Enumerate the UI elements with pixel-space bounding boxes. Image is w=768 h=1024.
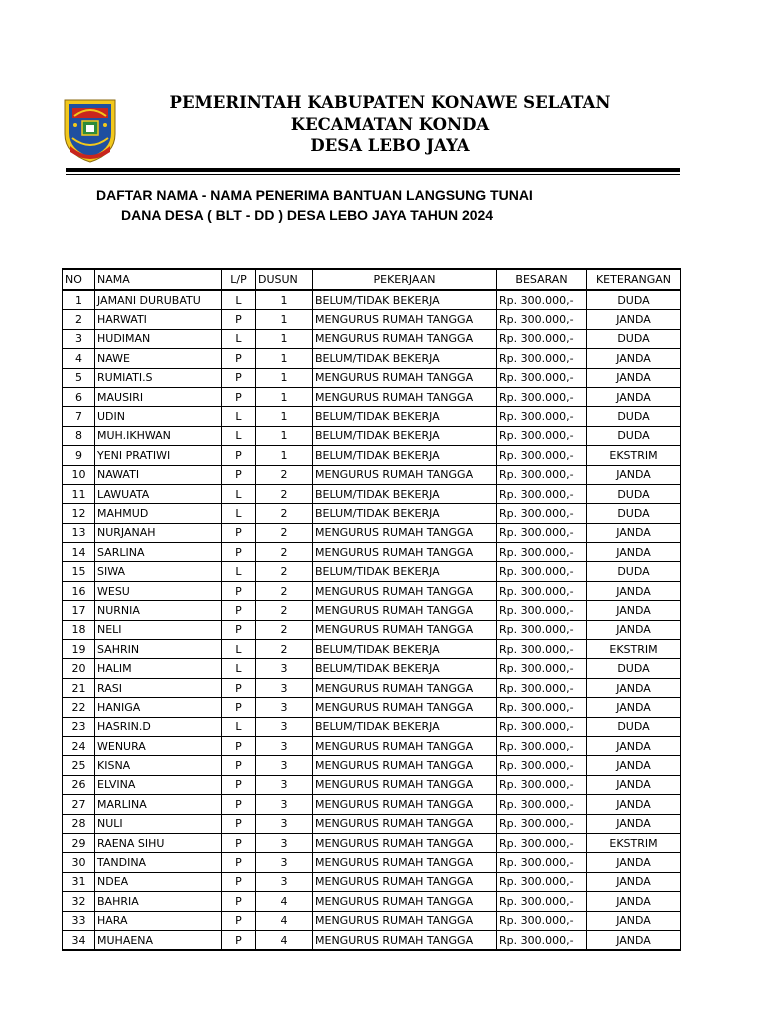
cell-no: 21 xyxy=(63,678,95,697)
cell-no: 12 xyxy=(63,504,95,523)
cell-dusun: 3 xyxy=(256,717,313,736)
cell-besaran: Rp. 300.000,- xyxy=(497,833,587,852)
table-row xyxy=(63,872,681,891)
cell-lp: P xyxy=(222,795,256,814)
cell-keterangan: DUDA xyxy=(587,562,681,581)
cell-lp: P xyxy=(222,775,256,794)
cell-nama: NDEA xyxy=(95,872,222,891)
cell-lp: L xyxy=(222,290,256,310)
cell-nama: LAWUATA xyxy=(95,484,222,503)
cell-lp: L xyxy=(222,504,256,523)
cell-nama: WENURA xyxy=(95,736,222,755)
cell-pekerjaan: MENGURUS RUMAH TANGGA xyxy=(313,678,497,697)
cell-dusun: 1 xyxy=(256,349,313,368)
cell-besaran: Rp. 300.000,- xyxy=(497,523,587,542)
cell-lp: P xyxy=(222,736,256,755)
cell-besaran: Rp. 300.000,- xyxy=(497,930,587,950)
cell-dusun: 2 xyxy=(256,562,313,581)
cell-keterangan: DUDA xyxy=(587,484,681,503)
cell-no: 33 xyxy=(63,911,95,930)
cell-nama: SIWA xyxy=(95,562,222,581)
cell-no: 26 xyxy=(63,775,95,794)
cell-nama: MARLINA xyxy=(95,795,222,814)
cell-pekerjaan: BELUM/TIDAK BEKERJA xyxy=(313,562,497,581)
cell-pekerjaan: MENGURUS RUMAH TANGGA xyxy=(313,601,497,620)
cell-nama: MUHAENA xyxy=(95,930,222,950)
cell-lp: P xyxy=(222,678,256,697)
cell-no: 3 xyxy=(63,329,95,348)
cell-no: 31 xyxy=(63,872,95,891)
cell-keterangan: JANDA xyxy=(587,756,681,775)
cell-lp: L xyxy=(222,329,256,348)
table-row xyxy=(63,504,681,523)
cell-keterangan: JANDA xyxy=(587,872,681,891)
table-row xyxy=(63,310,681,329)
cell-nama: NELI xyxy=(95,620,222,639)
table-row xyxy=(63,349,681,368)
cell-no: 32 xyxy=(63,892,95,911)
cell-keterangan: JANDA xyxy=(587,601,681,620)
cell-pekerjaan: MENGURUS RUMAH TANGGA xyxy=(313,387,497,406)
cell-nama: SAHRIN xyxy=(95,640,222,659)
cell-lp: P xyxy=(222,698,256,717)
cell-nama: HUDIMAN xyxy=(95,329,222,348)
cell-nama: HANIGA xyxy=(95,698,222,717)
col-header-nama: NAMA xyxy=(95,269,222,290)
cell-lp: L xyxy=(222,640,256,659)
cell-dusun: 2 xyxy=(256,543,313,562)
cell-dusun: 2 xyxy=(256,620,313,639)
cell-dusun: 2 xyxy=(256,601,313,620)
cell-besaran: Rp. 300.000,- xyxy=(497,446,587,465)
cell-pekerjaan: MENGURUS RUMAH TANGGA xyxy=(313,853,497,872)
cell-dusun: 4 xyxy=(256,930,313,950)
header-district: KECAMATAN KONDA xyxy=(290,115,490,134)
table-row xyxy=(63,814,681,833)
table-row xyxy=(63,833,681,852)
cell-lp: P xyxy=(222,853,256,872)
cell-dusun: 3 xyxy=(256,736,313,755)
table-row xyxy=(63,601,681,620)
cell-no: 23 xyxy=(63,717,95,736)
cell-nama: NURJANAH xyxy=(95,523,222,542)
cell-besaran: Rp. 300.000,- xyxy=(497,465,587,484)
cell-pekerjaan: MENGURUS RUMAH TANGGA xyxy=(313,756,497,775)
table-row xyxy=(63,659,681,678)
cell-keterangan: DUDA xyxy=(587,659,681,678)
cell-besaran: Rp. 300.000,- xyxy=(497,698,587,717)
cell-keterangan: EKSTRIM xyxy=(587,640,681,659)
cell-besaran: Rp. 300.000,- xyxy=(497,581,587,600)
cell-besaran: Rp. 300.000,- xyxy=(497,387,587,406)
table-row xyxy=(63,581,681,600)
cell-keterangan: JANDA xyxy=(587,349,681,368)
cell-pekerjaan: MENGURUS RUMAH TANGGA xyxy=(313,310,497,329)
cell-dusun: 1 xyxy=(256,329,313,348)
document-title-line2: DANA DESA ( BLT - DD ) DESA LEBO JAYA TAHUN 2024 xyxy=(121,207,494,223)
cell-pekerjaan: MENGURUS RUMAH TANGGA xyxy=(313,698,497,717)
cell-pekerjaan: MENGURUS RUMAH TANGGA xyxy=(313,814,497,833)
table-row xyxy=(63,562,681,581)
cell-dusun: 1 xyxy=(256,426,313,445)
table-row xyxy=(63,717,681,736)
col-header-lp: L/P xyxy=(222,269,256,290)
cell-lp: P xyxy=(222,911,256,930)
cell-keterangan: JANDA xyxy=(587,543,681,562)
cell-pekerjaan: BELUM/TIDAK BEKERJA xyxy=(313,446,497,465)
cell-lp: L xyxy=(222,426,256,445)
cell-no: 16 xyxy=(63,581,95,600)
cell-no: 13 xyxy=(63,523,95,542)
cell-keterangan: JANDA xyxy=(587,620,681,639)
cell-lp: L xyxy=(222,407,256,426)
cell-besaran: Rp. 300.000,- xyxy=(497,717,587,736)
cell-no: 30 xyxy=(63,853,95,872)
cell-besaran: Rp. 300.000,- xyxy=(497,543,587,562)
table-row xyxy=(63,484,681,503)
cell-lp: P xyxy=(222,814,256,833)
cell-nama: RASI xyxy=(95,678,222,697)
table-row xyxy=(63,736,681,755)
table-row xyxy=(63,329,681,348)
cell-no: 4 xyxy=(63,349,95,368)
cell-besaran: Rp. 300.000,- xyxy=(497,620,587,639)
cell-nama: JAMANI DURUBATU xyxy=(95,290,222,310)
cell-dusun: 3 xyxy=(256,678,313,697)
cell-besaran: Rp. 300.000,- xyxy=(497,329,587,348)
cell-dusun: 3 xyxy=(256,853,313,872)
cell-keterangan: JANDA xyxy=(587,814,681,833)
table-row xyxy=(63,426,681,445)
cell-dusun: 3 xyxy=(256,833,313,852)
cell-pekerjaan: BELUM/TIDAK BEKERJA xyxy=(313,290,497,310)
cell-dusun: 2 xyxy=(256,523,313,542)
cell-nama: YENI PRATIWI xyxy=(95,446,222,465)
cell-pekerjaan: BELUM/TIDAK BEKERJA xyxy=(313,426,497,445)
document-title-line1: DAFTAR NAMA - NAMA PENERIMA BANTUAN LANGSUNG TUNAI xyxy=(96,187,533,203)
cell-besaran: Rp. 300.000,- xyxy=(497,775,587,794)
cell-dusun: 2 xyxy=(256,640,313,659)
cell-lp: P xyxy=(222,930,256,950)
col-header-dusun: DUSUN xyxy=(256,269,313,290)
cell-nama: SARLINA xyxy=(95,543,222,562)
cell-keterangan: JANDA xyxy=(587,736,681,755)
cell-no: 17 xyxy=(63,601,95,620)
cell-dusun: 4 xyxy=(256,911,313,930)
cell-no: 1 xyxy=(63,290,95,310)
cell-besaran: Rp. 300.000,- xyxy=(497,562,587,581)
cell-besaran: Rp. 300.000,- xyxy=(497,310,587,329)
cell-no: 5 xyxy=(63,368,95,387)
cell-nama: MUH.IKHWAN xyxy=(95,426,222,445)
cell-nama: NURNIA xyxy=(95,601,222,620)
cell-pekerjaan: MENGURUS RUMAH TANGGA xyxy=(313,911,497,930)
cell-lp: P xyxy=(222,310,256,329)
cell-keterangan: JANDA xyxy=(587,581,681,600)
cell-no: 28 xyxy=(63,814,95,833)
regency-emblem-logo xyxy=(62,94,118,164)
cell-pekerjaan: BELUM/TIDAK BEKERJA xyxy=(313,407,497,426)
cell-besaran: Rp. 300.000,- xyxy=(497,911,587,930)
cell-lp: L xyxy=(222,659,256,678)
cell-dusun: 1 xyxy=(256,446,313,465)
cell-pekerjaan: MENGURUS RUMAH TANGGA xyxy=(313,368,497,387)
cell-pekerjaan: MENGURUS RUMAH TANGGA xyxy=(313,775,497,794)
cell-lp: P xyxy=(222,601,256,620)
cell-no: 25 xyxy=(63,756,95,775)
table-row xyxy=(63,795,681,814)
cell-no: 10 xyxy=(63,465,95,484)
cell-dusun: 1 xyxy=(256,290,313,310)
cell-keterangan: JANDA xyxy=(587,930,681,950)
cell-nama: TANDINA xyxy=(95,853,222,872)
table-row xyxy=(63,368,681,387)
cell-keterangan: DUDA xyxy=(587,407,681,426)
table-row xyxy=(63,678,681,697)
cell-lp: P xyxy=(222,368,256,387)
table-row xyxy=(63,446,681,465)
cell-besaran: Rp. 300.000,- xyxy=(497,640,587,659)
cell-nama: MAHMUD xyxy=(95,504,222,523)
cell-lp: P xyxy=(222,756,256,775)
cell-besaran: Rp. 300.000,- xyxy=(497,426,587,445)
cell-nama: KISNA xyxy=(95,756,222,775)
cell-keterangan: JANDA xyxy=(587,368,681,387)
cell-dusun: 3 xyxy=(256,659,313,678)
cell-dusun: 2 xyxy=(256,581,313,600)
cell-lp: P xyxy=(222,387,256,406)
cell-lp: P xyxy=(222,581,256,600)
cell-besaran: Rp. 300.000,- xyxy=(497,736,587,755)
cell-keterangan: JANDA xyxy=(587,678,681,697)
cell-keterangan: EKSTRIM xyxy=(587,446,681,465)
cell-no: 6 xyxy=(63,387,95,406)
cell-nama: NAWE xyxy=(95,349,222,368)
cell-keterangan: DUDA xyxy=(587,426,681,445)
table-row xyxy=(63,853,681,872)
cell-lp: L xyxy=(222,717,256,736)
table-row xyxy=(63,698,681,717)
table-row xyxy=(63,775,681,794)
cell-pekerjaan: BELUM/TIDAK BEKERJA xyxy=(313,717,497,736)
cell-lp: P xyxy=(222,620,256,639)
cell-keterangan: JANDA xyxy=(587,523,681,542)
cell-besaran: Rp. 300.000,- xyxy=(497,678,587,697)
cell-keterangan: DUDA xyxy=(587,717,681,736)
cell-no: 18 xyxy=(63,620,95,639)
cell-pekerjaan: MENGURUS RUMAH TANGGA xyxy=(313,329,497,348)
cell-keterangan: JANDA xyxy=(587,892,681,911)
cell-dusun: 3 xyxy=(256,795,313,814)
cell-dusun: 1 xyxy=(256,310,313,329)
table-row xyxy=(63,892,681,911)
cell-besaran: Rp. 300.000,- xyxy=(497,601,587,620)
cell-besaran: Rp. 300.000,- xyxy=(497,756,587,775)
cell-dusun: 3 xyxy=(256,775,313,794)
cell-no: 8 xyxy=(63,426,95,445)
cell-keterangan: JANDA xyxy=(587,387,681,406)
cell-dusun: 2 xyxy=(256,465,313,484)
table-row xyxy=(63,756,681,775)
table-row xyxy=(63,407,681,426)
cell-keterangan: JANDA xyxy=(587,310,681,329)
cell-pekerjaan: MENGURUS RUMAH TANGGA xyxy=(313,523,497,542)
cell-besaran: Rp. 300.000,- xyxy=(497,853,587,872)
cell-nama: BAHRIA xyxy=(95,892,222,911)
col-header-besaran: BESARAN xyxy=(497,269,587,290)
cell-besaran: Rp. 300.000,- xyxy=(497,892,587,911)
header-divider-thick xyxy=(66,168,680,172)
cell-no: 14 xyxy=(63,543,95,562)
cell-besaran: Rp. 300.000,- xyxy=(497,349,587,368)
cell-no: 22 xyxy=(63,698,95,717)
cell-pekerjaan: MENGURUS RUMAH TANGGA xyxy=(313,872,497,891)
table-row xyxy=(63,930,681,950)
col-header-no: NO xyxy=(63,269,95,290)
table-row xyxy=(63,911,681,930)
cell-nama: UDIN xyxy=(95,407,222,426)
cell-pekerjaan: BELUM/TIDAK BEKERJA xyxy=(313,504,497,523)
cell-lp: L xyxy=(222,562,256,581)
cell-besaran: Rp. 300.000,- xyxy=(497,872,587,891)
cell-lp: P xyxy=(222,543,256,562)
cell-pekerjaan: MENGURUS RUMAH TANGGA xyxy=(313,543,497,562)
col-header-keterangan: KETERANGAN xyxy=(587,269,681,290)
cell-no: 11 xyxy=(63,484,95,503)
cell-keterangan: JANDA xyxy=(587,795,681,814)
cell-dusun: 4 xyxy=(256,892,313,911)
cell-dusun: 3 xyxy=(256,698,313,717)
cell-pekerjaan: MENGURUS RUMAH TANGGA xyxy=(313,833,497,852)
cell-nama: MAUSIRI xyxy=(95,387,222,406)
cell-keterangan: JANDA xyxy=(587,775,681,794)
cell-nama: ELVINA xyxy=(95,775,222,794)
cell-dusun: 3 xyxy=(256,814,313,833)
cell-nama: NULI xyxy=(95,814,222,833)
cell-keterangan: JANDA xyxy=(587,698,681,717)
recipient-table xyxy=(62,268,681,951)
cell-dusun: 3 xyxy=(256,872,313,891)
cell-keterangan: JANDA xyxy=(587,465,681,484)
cell-pekerjaan: MENGURUS RUMAH TANGGA xyxy=(313,465,497,484)
cell-lp: L xyxy=(222,484,256,503)
cell-nama: HASRIN.D xyxy=(95,717,222,736)
cell-dusun: 2 xyxy=(256,504,313,523)
cell-no: 19 xyxy=(63,640,95,659)
cell-nama: HALIM xyxy=(95,659,222,678)
cell-no: 27 xyxy=(63,795,95,814)
cell-pekerjaan: BELUM/TIDAK BEKERJA xyxy=(313,640,497,659)
cell-keterangan: JANDA xyxy=(587,911,681,930)
cell-keterangan: DUDA xyxy=(587,504,681,523)
table-row xyxy=(63,290,681,310)
cell-pekerjaan: MENGURUS RUMAH TANGGA xyxy=(313,892,497,911)
table-header-row xyxy=(63,269,681,290)
cell-no: 2 xyxy=(63,310,95,329)
cell-no: 20 xyxy=(63,659,95,678)
cell-pekerjaan: BELUM/TIDAK BEKERJA xyxy=(313,484,497,503)
cell-besaran: Rp. 300.000,- xyxy=(497,290,587,310)
cell-besaran: Rp. 300.000,- xyxy=(497,484,587,503)
table-row xyxy=(63,543,681,562)
cell-besaran: Rp. 300.000,- xyxy=(497,659,587,678)
cell-no: 7 xyxy=(63,407,95,426)
cell-pekerjaan: MENGURUS RUMAH TANGGA xyxy=(313,736,497,755)
cell-pekerjaan: BELUM/TIDAK BEKERJA xyxy=(313,659,497,678)
cell-besaran: Rp. 300.000,- xyxy=(497,795,587,814)
header-village: DESA LEBO JAYA xyxy=(310,136,470,155)
table-row xyxy=(63,465,681,484)
header-government: PEMERINTAH KABUPATEN KONAWE SELATAN xyxy=(169,93,611,112)
cell-no: 9 xyxy=(63,446,95,465)
cell-pekerjaan: BELUM/TIDAK BEKERJA xyxy=(313,349,497,368)
cell-lp: P xyxy=(222,465,256,484)
table-row xyxy=(63,387,681,406)
cell-besaran: Rp. 300.000,- xyxy=(497,814,587,833)
cell-besaran: Rp. 300.000,- xyxy=(497,407,587,426)
cell-lp: P xyxy=(222,446,256,465)
cell-nama: RAENA SIHU xyxy=(95,833,222,852)
cell-lp: P xyxy=(222,872,256,891)
cell-dusun: 3 xyxy=(256,756,313,775)
cell-no: 34 xyxy=(63,930,95,950)
cell-pekerjaan: MENGURUS RUMAH TANGGA xyxy=(313,930,497,950)
header-divider-thin xyxy=(66,174,680,175)
cell-pekerjaan: MENGURUS RUMAH TANGGA xyxy=(313,620,497,639)
cell-pekerjaan: MENGURUS RUMAH TANGGA xyxy=(313,581,497,600)
cell-keterangan: DUDA xyxy=(587,290,681,310)
cell-no: 29 xyxy=(63,833,95,852)
cell-dusun: 2 xyxy=(256,484,313,503)
cell-besaran: Rp. 300.000,- xyxy=(497,368,587,387)
col-header-pekerjaan: PEKERJAAN xyxy=(313,269,497,290)
cell-lp: P xyxy=(222,349,256,368)
cell-dusun: 1 xyxy=(256,387,313,406)
cell-nama: RUMIATI.S xyxy=(95,368,222,387)
cell-keterangan: DUDA xyxy=(587,329,681,348)
cell-nama: HARWATI xyxy=(95,310,222,329)
cell-lp: P xyxy=(222,833,256,852)
table-row xyxy=(63,620,681,639)
cell-lp: P xyxy=(222,892,256,911)
table-row xyxy=(63,640,681,659)
cell-no: 24 xyxy=(63,736,95,755)
cell-nama: WESU xyxy=(95,581,222,600)
cell-besaran: Rp. 300.000,- xyxy=(497,504,587,523)
table-row xyxy=(63,523,681,542)
cell-dusun: 1 xyxy=(256,368,313,387)
cell-nama: NAWATI xyxy=(95,465,222,484)
cell-pekerjaan: MENGURUS RUMAH TANGGA xyxy=(313,795,497,814)
cell-no: 15 xyxy=(63,562,95,581)
cell-nama: HARA xyxy=(95,911,222,930)
cell-dusun: 1 xyxy=(256,407,313,426)
cell-keterangan: JANDA xyxy=(587,853,681,872)
cell-lp: P xyxy=(222,523,256,542)
cell-keterangan: EKSTRIM xyxy=(587,833,681,852)
